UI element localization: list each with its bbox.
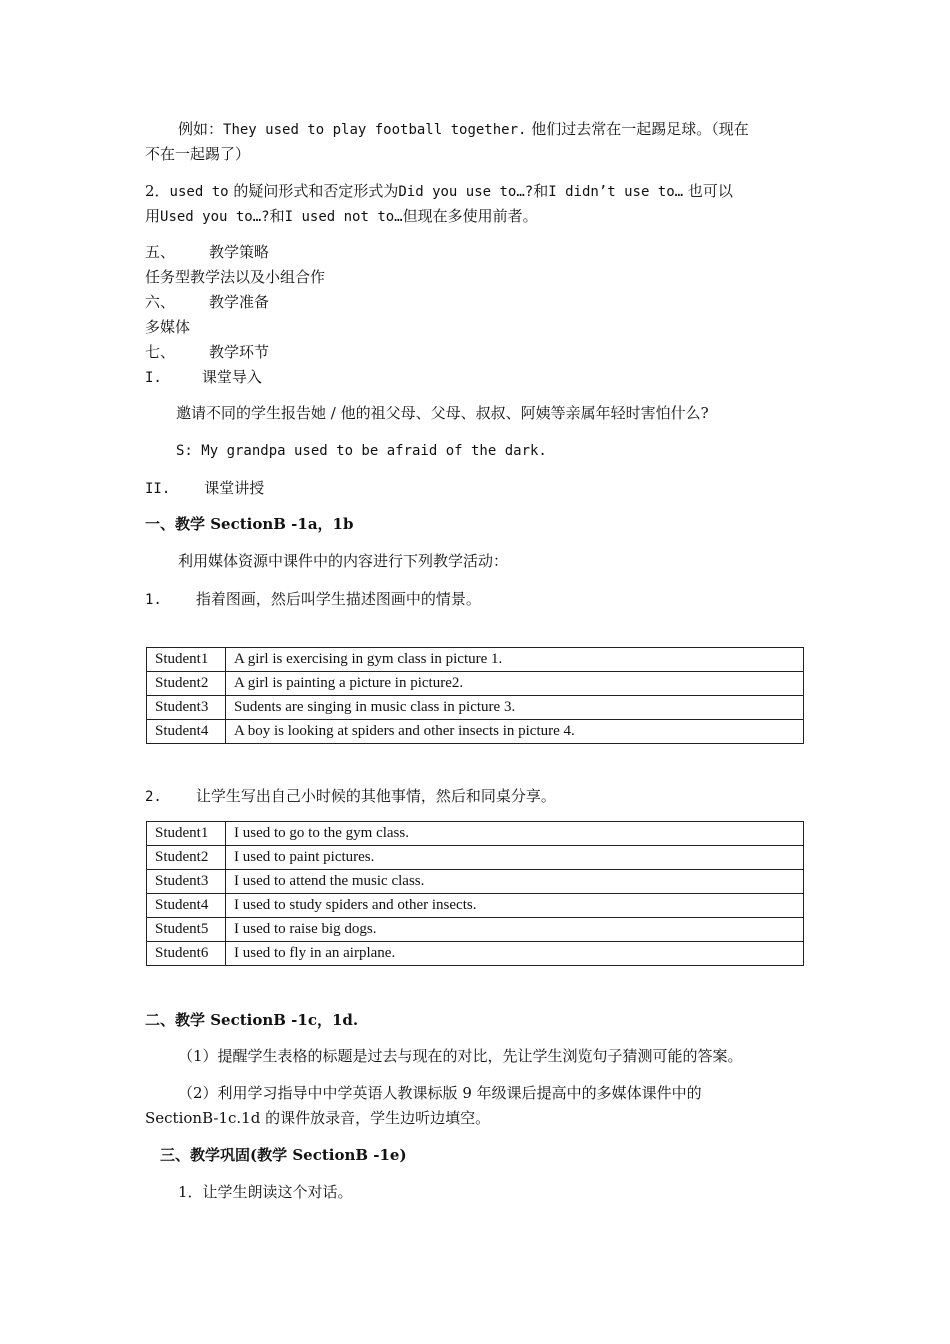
example-english: They used to play football together. xyxy=(223,122,527,138)
part1-heading: 一、教学 SectionB -1a，1b xyxy=(145,515,354,533)
part3-heading: 三、教学巩固(教学 SectionB -1e) xyxy=(160,1146,407,1164)
part1-intro: 利用媒体资源中课件中的内容进行下列教学活动： xyxy=(178,552,509,570)
student-cell: Student3 xyxy=(147,870,226,894)
table-row xyxy=(147,846,804,870)
part2-heading: 二、教学 SectionB -1c，1d. xyxy=(145,1011,359,1029)
student-childhood-table xyxy=(146,821,804,966)
section-5-body: 任务型教学法以及小组合作 xyxy=(145,268,326,286)
sentence-cell: A girl is painting a picture in picture2. xyxy=(226,672,804,696)
part1-item1: 1. 指着图画，然后叫学生描述图画中的情景。 xyxy=(145,590,481,608)
part1-item2: 2. 让学生写出自己小时候的其他事情，然后和同桌分享。 xyxy=(145,787,556,805)
sentence-cell: I used to attend the music class. xyxy=(226,870,804,894)
student-description-table xyxy=(146,647,804,744)
student-cell: Student1 xyxy=(147,822,226,846)
table-row xyxy=(147,942,804,966)
student-cell: Student4 xyxy=(147,720,226,744)
sentence-cell: I used to paint pictures. xyxy=(226,846,804,870)
point2-line-2: 用Used you to…?和I used not to…但现在多使用前者。 xyxy=(145,207,538,225)
student-cell: Student5 xyxy=(147,918,226,942)
step-i-example: S: My grandpa used to be afraid of the dark. xyxy=(176,443,547,459)
student-cell: Student4 xyxy=(147,894,226,918)
step-i-body: 邀请不同的学生报告她 / 他的祖父母、父母、叔叔、阿姨等亲属年轻时害怕什么? xyxy=(176,404,709,422)
sentence-cell: I used to study spiders and other insects. xyxy=(226,894,804,918)
part2-paragraph-2b: SectionB-1c.1d 的课件放录音，学生边听边填空。 xyxy=(145,1109,491,1127)
sentence-cell: A girl is exercising in gym class in picture 1. xyxy=(226,648,804,672)
student-cell: Student2 xyxy=(147,846,226,870)
table-row xyxy=(147,918,804,942)
example-line-1 xyxy=(178,119,749,140)
student-cell: Student6 xyxy=(147,942,226,966)
step-i-heading: I. 课堂导入 xyxy=(145,368,262,386)
point2-line-1: 2．used to 的疑问形式和否定形式为Did you use to…?和I didn’t use to… 也可以 xyxy=(145,182,733,200)
example-chinese: 他们过去常在一起踢足球。（现在 xyxy=(531,120,749,138)
section-6-heading: 六、 教学准备 xyxy=(145,293,270,311)
sentence-cell: I used to fly in an airplane. xyxy=(226,942,804,966)
part3-item1: 1．让学生朗读这个对话。 xyxy=(178,1183,353,1201)
student-cell: Student2 xyxy=(147,672,226,696)
sentence-cell: A boy is looking at spiders and other insects in picture 4. xyxy=(226,720,804,744)
part2-paragraph-1: （1）提醒学生表格的标题是过去与现在的对比，先让学生浏览句子猜测可能的答案。 xyxy=(178,1047,743,1065)
table-row xyxy=(147,672,804,696)
sentence-cell: Sudents are singing in music class in picture 3. xyxy=(226,696,804,720)
sentence-cell: I used to go to the gym class. xyxy=(226,822,804,846)
step-ii-heading: II. 课堂讲授 xyxy=(145,479,265,497)
sentence-cell: I used to raise big dogs. xyxy=(226,918,804,942)
section-6-body: 多媒体 xyxy=(145,318,191,336)
table-row xyxy=(147,648,804,672)
part2-paragraph-2a: （2）利用学习指导中中学英语人教课标版 9 年级课后提高中的多媒体课件中的 xyxy=(178,1084,702,1102)
example-line-2: 不在一起踢了） xyxy=(145,145,251,163)
table-row xyxy=(147,822,804,846)
table-row xyxy=(147,696,804,720)
student-cell: Student1 xyxy=(147,648,226,672)
student-cell: Student3 xyxy=(147,696,226,720)
table-row xyxy=(147,870,804,894)
table-row xyxy=(147,894,804,918)
section-5-heading: 五、 教学策略 xyxy=(145,243,270,261)
table-row xyxy=(147,720,804,744)
example-lead: 例如： xyxy=(178,120,224,138)
section-7-heading: 七、 教学环节 xyxy=(145,343,270,361)
